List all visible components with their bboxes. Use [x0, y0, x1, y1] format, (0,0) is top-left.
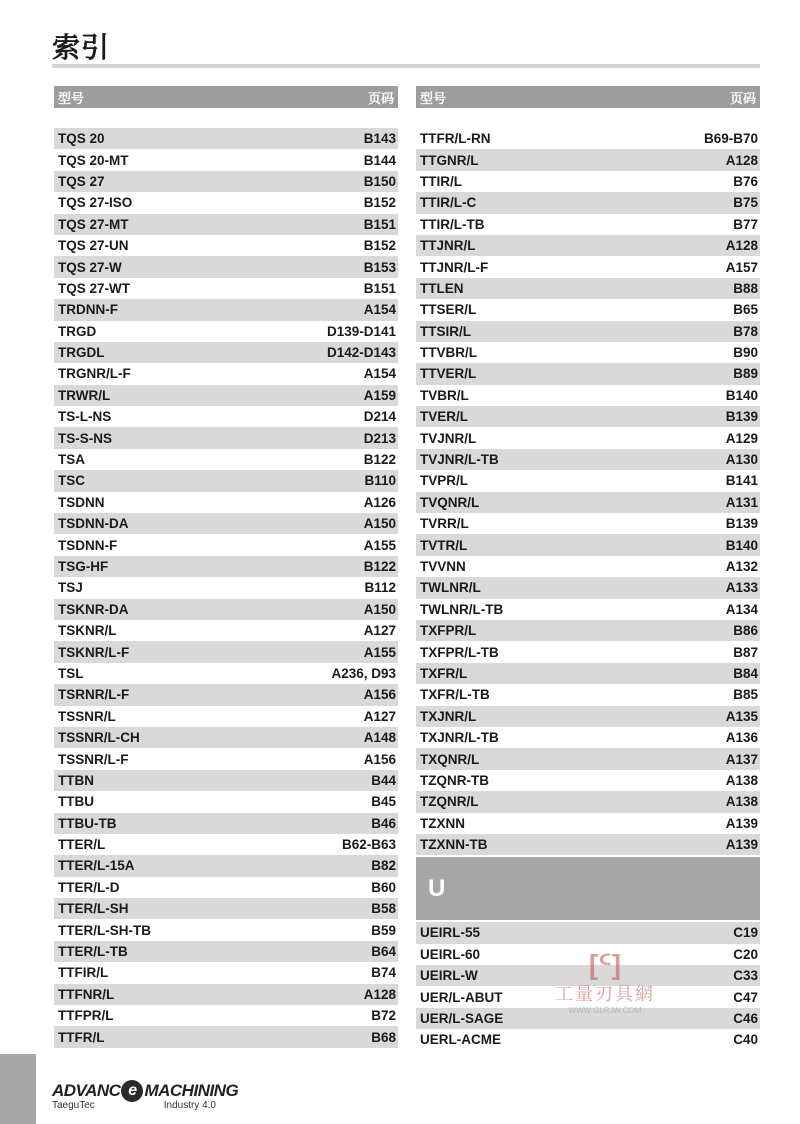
model-code: TXFR/L — [420, 665, 468, 681]
page-ref: A156 — [363, 687, 396, 703]
model-code: TZQNR/L — [420, 794, 479, 810]
model-code: TS-L-NS — [58, 409, 112, 425]
model-code: TVER/L — [420, 409, 469, 425]
model-code: TXFPR/L — [420, 623, 477, 639]
page-ref: A130 — [725, 452, 758, 468]
model-code: TSSNR/L-F — [58, 751, 129, 767]
model-header: 型号 — [420, 91, 447, 107]
page-ref: B85 — [733, 687, 758, 703]
index-row — [54, 855, 398, 876]
model-code: TRGNR/L-F — [58, 366, 131, 382]
model-code: TTFPR/L — [58, 1008, 114, 1024]
index-column-left — [54, 86, 398, 1048]
page-ref: A138 — [725, 772, 758, 788]
index-row — [416, 192, 760, 213]
index-row — [416, 834, 760, 855]
page-ref: C47 — [733, 989, 758, 1005]
model-code: TVPR/L — [420, 473, 469, 489]
model-code: TXJNR/L — [420, 708, 477, 724]
model-code: TSSNR/L-CH — [58, 730, 140, 746]
page-ref: B110 — [364, 473, 396, 489]
index-row — [416, 813, 760, 834]
page-ref: A138 — [725, 794, 758, 810]
page-ref: B122 — [363, 452, 396, 468]
column-header — [54, 86, 398, 108]
index-row — [54, 877, 398, 898]
model-code: TSKNR-DA — [58, 601, 129, 617]
page-ref: B45 — [371, 794, 396, 810]
model-code: TSDNN-F — [58, 537, 118, 553]
model-code: TTFIR/L — [58, 965, 109, 981]
page-ref: A157 — [725, 259, 758, 275]
model-code: TQS 20-MT — [58, 152, 129, 168]
page-ref: A129 — [725, 430, 758, 446]
model-code: TTER/L-SH — [58, 901, 129, 917]
model-code: TVBR/L — [420, 387, 469, 403]
column-header — [416, 86, 760, 108]
page-ref: B69-B70 — [703, 131, 758, 147]
model-code: TTSER/L — [420, 302, 477, 318]
index-row — [416, 149, 760, 170]
model-code: TSC — [58, 473, 85, 489]
model-code: TSL — [58, 665, 84, 681]
page-ref: B65 — [733, 302, 758, 318]
model-code: TVTR/L — [420, 537, 468, 553]
page-ref: C40 — [733, 1032, 758, 1048]
index-row — [416, 385, 760, 406]
page-ref: A128 — [725, 152, 758, 168]
model-code: TTIR/L-C — [420, 195, 477, 211]
index-row — [54, 385, 398, 406]
page-ref: A134 — [725, 601, 758, 617]
index-row — [416, 641, 760, 662]
model-code: UER/L-SAGE — [420, 1011, 504, 1027]
index-row — [416, 727, 760, 748]
page-ref: B44 — [371, 772, 396, 788]
model-code: TTSIR/L — [420, 323, 471, 339]
page-ref: D213 — [363, 430, 396, 446]
model-code: TSDNN — [58, 494, 105, 510]
page-ref: A127 — [363, 708, 396, 724]
page-ref: A137 — [725, 751, 758, 767]
page-ref: A139 — [725, 837, 758, 853]
index-list-right — [416, 128, 760, 1051]
page-ref: A150 — [363, 601, 396, 617]
index-row — [416, 534, 760, 555]
model-code: TZXNN — [420, 815, 465, 831]
model-code: TTGNR/L — [420, 152, 479, 168]
model-header: 型号 — [58, 91, 85, 107]
model-code: UEIRL-60 — [420, 946, 481, 962]
page-ref: B152 — [363, 195, 396, 211]
index-row — [416, 449, 760, 470]
index-row — [416, 321, 760, 342]
watermark-text: 工量刃具網 — [555, 984, 655, 1005]
page-ref: A139 — [725, 815, 758, 831]
page-ref: B89 — [733, 366, 758, 382]
page-ref: B141 — [725, 473, 758, 489]
page-ref: D214 — [363, 409, 396, 425]
title-rule — [52, 64, 760, 68]
model-code: TQS 20 — [58, 131, 105, 147]
brand-tagline: Industry 4.0 — [163, 1100, 216, 1111]
index-row — [54, 599, 398, 620]
index-row — [54, 919, 398, 940]
model-code: TTLEN — [420, 280, 464, 296]
index-row — [54, 427, 398, 448]
model-code: TXQNR/L — [420, 751, 480, 767]
model-code: UEIRL-55 — [420, 925, 481, 941]
index-row — [416, 342, 760, 363]
index-row — [416, 406, 760, 427]
model-code: TXJNR/L-TB — [420, 730, 499, 746]
index-row — [416, 235, 760, 256]
model-code: TTIR/L-TB — [420, 216, 485, 232]
page-edge-tab — [0, 1054, 36, 1124]
index-row — [54, 513, 398, 534]
model-code: TTJNR/L — [420, 238, 476, 254]
page-ref: A133 — [725, 580, 758, 596]
index-row — [416, 770, 760, 791]
model-code: TS-S-NS — [58, 430, 112, 446]
index-row — [54, 727, 398, 748]
index-row — [416, 470, 760, 491]
model-code: TSKNR/L — [58, 623, 117, 639]
page-title: 索引 — [52, 31, 111, 64]
index-row — [416, 922, 760, 943]
index-row — [416, 299, 760, 320]
index-row — [416, 1029, 760, 1050]
model-code: TXFPR/L-TB — [420, 644, 499, 660]
page-ref: A236, D93 — [331, 665, 396, 681]
page-ref: D139-D141 — [326, 323, 396, 339]
page-ref: A131 — [725, 494, 758, 510]
page-ref: C19 — [733, 925, 758, 941]
model-code: TRGDL — [58, 345, 105, 361]
index-row — [416, 556, 760, 577]
model-code: TTER/L-SH-TB — [58, 922, 151, 938]
page-ref: A159 — [363, 387, 396, 403]
model-code: TTFR/L-RN — [420, 131, 491, 147]
index-row — [54, 363, 398, 384]
model-code: TSRNR/L-F — [58, 687, 130, 703]
index-row — [416, 748, 760, 769]
index-row — [54, 898, 398, 919]
index-row — [416, 171, 760, 192]
model-code: TTFNR/L — [58, 986, 115, 1002]
model-code: UEIRL-W — [420, 968, 478, 984]
index-row — [54, 192, 398, 213]
model-code: TQS 27 — [58, 173, 105, 189]
index-row — [54, 128, 398, 149]
page-ref: A126 — [363, 494, 396, 510]
model-code: TTBU — [58, 794, 94, 810]
index-row — [416, 663, 760, 684]
page-ref: A150 — [363, 516, 396, 532]
page-ref: B84 — [733, 665, 758, 681]
index-column-right — [416, 86, 760, 1051]
page-ref: A135 — [725, 708, 758, 724]
brand-logo — [52, 1080, 238, 1111]
watermark — [540, 950, 670, 1015]
model-code: TTER/L-15A — [58, 858, 135, 874]
page-ref: A155 — [363, 537, 396, 553]
page-ref: C46 — [733, 1011, 758, 1027]
index-row — [54, 470, 398, 491]
page-ref: A154 — [363, 366, 396, 382]
model-code: TZQNR-TB — [420, 772, 489, 788]
model-code: TQS 27-ISO — [58, 195, 133, 211]
index-group-t — [416, 128, 760, 855]
model-code: TQS 27-MT — [58, 216, 129, 232]
page-ref: B78 — [733, 323, 758, 339]
page-ref: B60 — [371, 879, 396, 895]
page-ref: B64 — [371, 944, 396, 960]
index-row — [54, 962, 398, 983]
brand-name: TaeguTec — [52, 1100, 95, 1111]
model-code: TRGD — [58, 323, 97, 339]
page-ref: B74 — [371, 965, 396, 981]
page-ref: B140 — [725, 537, 758, 553]
index-row — [416, 577, 760, 598]
model-code: TTIR/L — [420, 173, 462, 189]
page-ref: A136 — [725, 730, 758, 746]
page-ref: A148 — [363, 730, 396, 746]
page-ref: A127 — [363, 623, 396, 639]
index-row — [416, 128, 760, 149]
index-row — [54, 492, 398, 513]
logo-text-right: MACHINING — [144, 1081, 239, 1100]
index-row — [54, 791, 398, 812]
model-code: TQS 27-WT — [58, 280, 131, 296]
index-row — [54, 171, 398, 192]
index-row — [54, 748, 398, 769]
index-row — [416, 492, 760, 513]
model-code: TSSNR/L — [58, 708, 116, 724]
page-ref: A128 — [725, 238, 758, 254]
model-code: TVQNR/L — [420, 494, 480, 510]
page-ref: B77 — [733, 216, 758, 232]
index-row — [54, 235, 398, 256]
model-code: TSG-HF — [58, 559, 109, 574]
index-list-left — [54, 128, 398, 1048]
model-code: TXFR/L-TB — [420, 687, 490, 703]
page-ref: A156 — [363, 751, 396, 767]
model-code: TWLNR/L-TB — [420, 601, 504, 617]
index-row — [54, 321, 398, 342]
index-row — [54, 984, 398, 1005]
model-code: TTJNR/L-F — [420, 259, 489, 275]
model-code: TVVNN — [420, 559, 466, 574]
page-ref: B82 — [371, 858, 396, 874]
index-row — [54, 620, 398, 641]
page-ref: B140 — [725, 387, 758, 403]
index-row — [54, 813, 398, 834]
index-row — [54, 342, 398, 363]
index-row — [416, 620, 760, 641]
model-code: TTER/L-TB — [58, 944, 128, 960]
watermark-url: WWW.GLRJW.COM — [568, 1006, 642, 1015]
page-ref: D142-D143 — [326, 345, 396, 361]
watermark-logo-icon: [ᑦ] — [588, 949, 622, 980]
model-code: TSDNN-DA — [58, 516, 129, 532]
index-row — [416, 599, 760, 620]
index-row — [416, 363, 760, 384]
index-row — [54, 577, 398, 598]
page-ref: C33 — [733, 968, 758, 984]
index-row — [54, 706, 398, 727]
index-row — [54, 663, 398, 684]
page-ref: B153 — [363, 259, 396, 275]
index-row — [54, 406, 398, 427]
model-code: TTVBR/L — [420, 345, 477, 361]
logo-e-icon: e — [121, 1080, 143, 1102]
model-code: TTBN — [58, 772, 94, 788]
page-ref: B87 — [733, 644, 758, 660]
model-code: TVRR/L — [420, 516, 469, 532]
model-code: TZXNN-TB — [420, 837, 488, 853]
page-ref: B72 — [371, 1008, 396, 1024]
index-row — [54, 299, 398, 320]
index-row — [416, 684, 760, 705]
model-code: TSKNR/L-F — [58, 644, 130, 660]
page-header: 页码 — [729, 91, 756, 107]
model-code: TVJNR/L — [420, 430, 477, 446]
model-code: UERL-ACME — [420, 1032, 501, 1048]
page-ref: B122 — [363, 559, 396, 574]
index-row — [54, 149, 398, 170]
model-code: TRWR/L — [58, 387, 111, 403]
model-code: TRDNN-F — [58, 302, 118, 318]
page-ref: A132 — [725, 559, 758, 574]
index-row — [54, 534, 398, 555]
index-row — [54, 256, 398, 277]
index-row — [416, 278, 760, 299]
index-row — [416, 214, 760, 235]
index-row — [416, 791, 760, 812]
model-code: TTFR/L — [58, 1029, 105, 1045]
index-row — [416, 427, 760, 448]
section-header-u: U — [416, 857, 760, 920]
logo-text-left: ADVANC — [52, 1081, 121, 1100]
page-ref: B143 — [363, 131, 396, 147]
page-ref: B59 — [371, 922, 396, 938]
model-code: TVJNR/L-TB — [420, 452, 499, 468]
page-ref: B90 — [733, 345, 758, 361]
page-ref: B88 — [733, 280, 758, 296]
page-ref: B86 — [733, 623, 758, 639]
index-row — [54, 214, 398, 235]
page-ref: B151 — [363, 280, 396, 296]
index-row — [54, 556, 398, 577]
page-ref: B152 — [363, 238, 396, 254]
index-row — [54, 834, 398, 855]
model-code: TQS 27-UN — [58, 238, 129, 254]
page-ref: C20 — [733, 946, 758, 962]
model-code: TWLNR/L — [420, 580, 481, 596]
page-ref: B62-B63 — [341, 837, 396, 853]
page-header: 页码 — [367, 91, 394, 107]
index-row — [54, 449, 398, 470]
model-code: TSA — [58, 452, 85, 468]
page-ref: B75 — [733, 195, 758, 211]
index-row — [54, 684, 398, 705]
model-code: TTER/L-D — [58, 879, 120, 895]
page-ref: B151 — [363, 216, 396, 232]
index-row — [416, 706, 760, 727]
page-ref: B139 — [725, 516, 758, 532]
page-ref: B144 — [363, 152, 396, 168]
index-row — [54, 641, 398, 662]
page-ref: A154 — [363, 302, 396, 318]
model-code: TTVER/L — [420, 366, 477, 382]
page-ref: B68 — [371, 1029, 396, 1045]
page-ref: B150 — [363, 173, 396, 189]
model-code: UER/L-ABUT — [420, 989, 503, 1005]
page-ref: B76 — [733, 173, 758, 189]
page-ref: B58 — [371, 901, 396, 917]
index-row — [54, 1005, 398, 1026]
model-code: TSJ — [58, 580, 83, 596]
page-ref: A128 — [363, 986, 396, 1002]
page-ref: B46 — [371, 815, 396, 831]
index-row — [416, 513, 760, 534]
index-row — [54, 1026, 398, 1047]
page-ref: B112 — [364, 580, 396, 596]
index-row — [54, 941, 398, 962]
model-code: TQS 27-W — [58, 259, 122, 275]
page-ref: B139 — [725, 409, 758, 425]
page-ref: A155 — [363, 644, 396, 660]
index-row — [416, 256, 760, 277]
index-row — [54, 278, 398, 299]
model-code: TTBU-TB — [58, 815, 117, 831]
model-code: TTER/L — [58, 837, 106, 853]
index-row — [54, 770, 398, 791]
